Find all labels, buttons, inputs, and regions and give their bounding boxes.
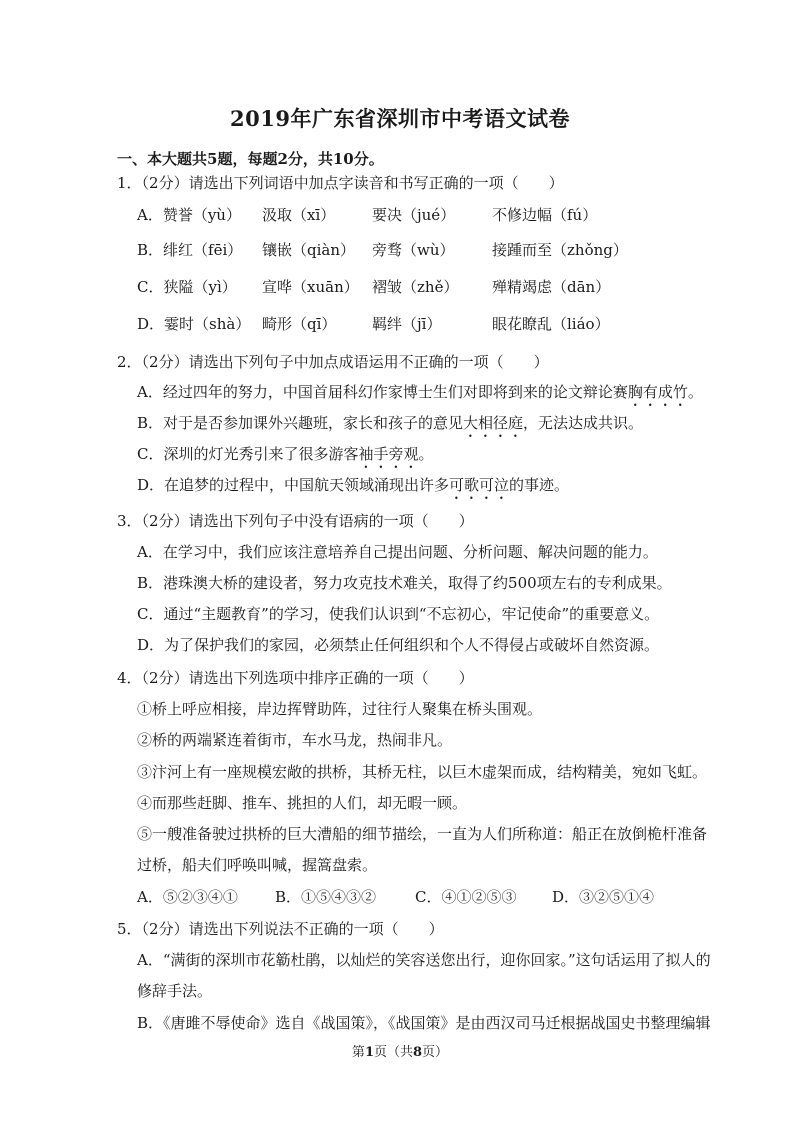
exam-title: 2019年广东省深圳市中考语文试卷 bbox=[230, 106, 570, 131]
q3-option-b: B．港珠澳大桥的建设者，努力攻克技术难关，取得了约500项左右的专利成果。 bbox=[137, 574, 672, 592]
q5-option-a-cont: 修辞手法。 bbox=[137, 982, 213, 1000]
q1-option-c-word4: 殚精竭虑（dān） bbox=[492, 278, 611, 296]
q2-option-d-text: D．在追梦的过程中，中国航天领域涌现出许多 bbox=[137, 476, 450, 494]
q2-option-c bbox=[137, 443, 434, 472]
question-5-stem: 5．（2分）请选出下列说法不正确的一项（ ） bbox=[117, 920, 444, 938]
question-1-stem: 1．（2分）请选出下列词语中加点字读音和书写正确的一项（ ） bbox=[117, 174, 564, 192]
page-footer bbox=[0, 1041, 800, 1060]
q1-option-a-word2: 汲取（xī） bbox=[262, 206, 336, 224]
q4-option-a: A．⑤②③④① bbox=[137, 888, 238, 906]
q1-option-b-word4: 接踵而至（zhǒng） bbox=[492, 241, 628, 259]
q2-option-b-end: ，无法达成共识。 bbox=[523, 414, 644, 432]
q4-option-c: C．④①②⑤③ bbox=[415, 888, 517, 906]
q4-sentence-1: ①桥上呼应相接，岸边挥臂助阵，过往行人聚集在桥头围观。 bbox=[137, 700, 543, 718]
q5-option-a: A．“满街的深圳市花簕杜鹃，以灿烂的笑容送您出行，迎你回家。”这句话运用了拟人的 bbox=[137, 951, 711, 969]
question-3-stem: 3．（2分）请选出下列句子中没有语病的一项（ ） bbox=[117, 512, 474, 530]
q1-option-c-word3: 褶皱（zhě） bbox=[372, 278, 459, 296]
q3-option-a: A．在学习中，我们应该注意培养自己提出问题、分析问题、解决问题的能力。 bbox=[137, 543, 658, 561]
q5-option-b: B．《唐雎不辱使命》选自《战国策》，《战国策》是由西汉司马迁根据战国史书整理编辑 bbox=[137, 1014, 711, 1032]
q1-option-c-word2: 宣哗（xuān） bbox=[262, 278, 359, 296]
q3-option-c: C．通过“主题教育”的学习，使我们认识到“不忘初心，牢记使命”的重要意义。 bbox=[137, 605, 660, 623]
footer-suffix: 页） bbox=[422, 1045, 449, 1060]
footer-total-pages: 8 bbox=[413, 1045, 423, 1060]
q1-option-d-word2: 畸形（qī） bbox=[262, 315, 337, 333]
q4-sentence-5-cont: 过桥，船夫们呼唤叫喊，握篙盘索。 bbox=[137, 856, 378, 874]
footer-mid: 页（共 bbox=[373, 1045, 413, 1060]
q2-option-b-idiom: 大相径庭 bbox=[463, 414, 524, 432]
q2-option-a-text: A．经过四年的努力，中国首届科幻作家博士生们对即将到来的论文辩论赛 bbox=[137, 383, 628, 401]
q3-option-d: D．为了保护我们的家园，必须禁止任何组织和个人不得侵占或破坏自然资源。 bbox=[137, 636, 660, 654]
q2-option-d bbox=[137, 474, 569, 503]
footer-prefix: 第 bbox=[351, 1045, 365, 1060]
q2-option-a-idiom: 胸有成竹 bbox=[627, 383, 688, 401]
q4-sentence-3: ③汴河上有一座规模宏敞的拱桥，其桥无柱，以巨木虚架而成，结构精美，宛如飞虹。 bbox=[137, 763, 708, 781]
q1-option-d-word3: 羁绊（jī） bbox=[372, 315, 442, 333]
q1-option-b-word2: 镶嵌（qiàn） bbox=[262, 241, 356, 259]
q2-option-d-end: 的事迹。 bbox=[509, 476, 570, 494]
question-4-stem: 4．（2分）请选出下列选项中排序正确的一项（ ） bbox=[117, 669, 474, 687]
q4-sentence-4: ④而那些赶脚、推车、挑担的人们，却无暇一顾。 bbox=[137, 794, 468, 812]
q1-option-b-word1: B．绯红（fēi） bbox=[137, 241, 243, 259]
q2-option-c-end: 。 bbox=[418, 445, 434, 463]
section-heading: 一、本大题共5题，每题2分，共10分。 bbox=[117, 150, 384, 168]
q4-sentence-2: ②桥的两端紧连着街市，车水马龙，热闹非凡。 bbox=[137, 731, 453, 749]
q1-option-a-word3: 要决（jué） bbox=[372, 206, 456, 224]
q2-option-d-idiom: 可歌可泣 bbox=[449, 476, 510, 494]
q2-option-c-text: C．深圳的灯光秀引来了很多游客 bbox=[137, 445, 359, 463]
q1-option-b-word3: 旁骛（wù） bbox=[372, 241, 455, 259]
q1-option-a-word4: 不修边幅（fú） bbox=[492, 206, 598, 224]
q4-option-b: B．①⑤④③② bbox=[275, 888, 377, 906]
q1-option-d-word4: 眼花瞭乱（liáo） bbox=[492, 315, 610, 333]
q2-option-b bbox=[137, 412, 643, 441]
q1-option-d-word1: D．霎时（shà） bbox=[137, 315, 251, 333]
footer-page-number: 1 bbox=[364, 1045, 374, 1060]
q2-option-c-idiom: 袖手旁观 bbox=[358, 445, 419, 463]
q2-option-a-end: 。 bbox=[687, 383, 703, 401]
q2-option-a bbox=[137, 381, 703, 410]
q1-option-a-word1: A．赞誉（yù） bbox=[137, 206, 241, 224]
q1-option-c-word1: C．狭隘（yì） bbox=[137, 278, 237, 296]
q2-option-b-text: B．对于是否参加课外兴趣班，家长和孩子的意见 bbox=[137, 414, 464, 432]
q4-option-d: D．③②⑤①④ bbox=[552, 888, 655, 906]
question-2-stem: 2．（2分）请选出下列句子中加点成语运用不正确的一项（ ） bbox=[117, 353, 549, 371]
q4-sentence-5: ⑤一艘准备驶过拱桥的巨大漕船的细节描绘，一直为人们所称道：船正在放倒桅杆准备 bbox=[137, 825, 708, 843]
